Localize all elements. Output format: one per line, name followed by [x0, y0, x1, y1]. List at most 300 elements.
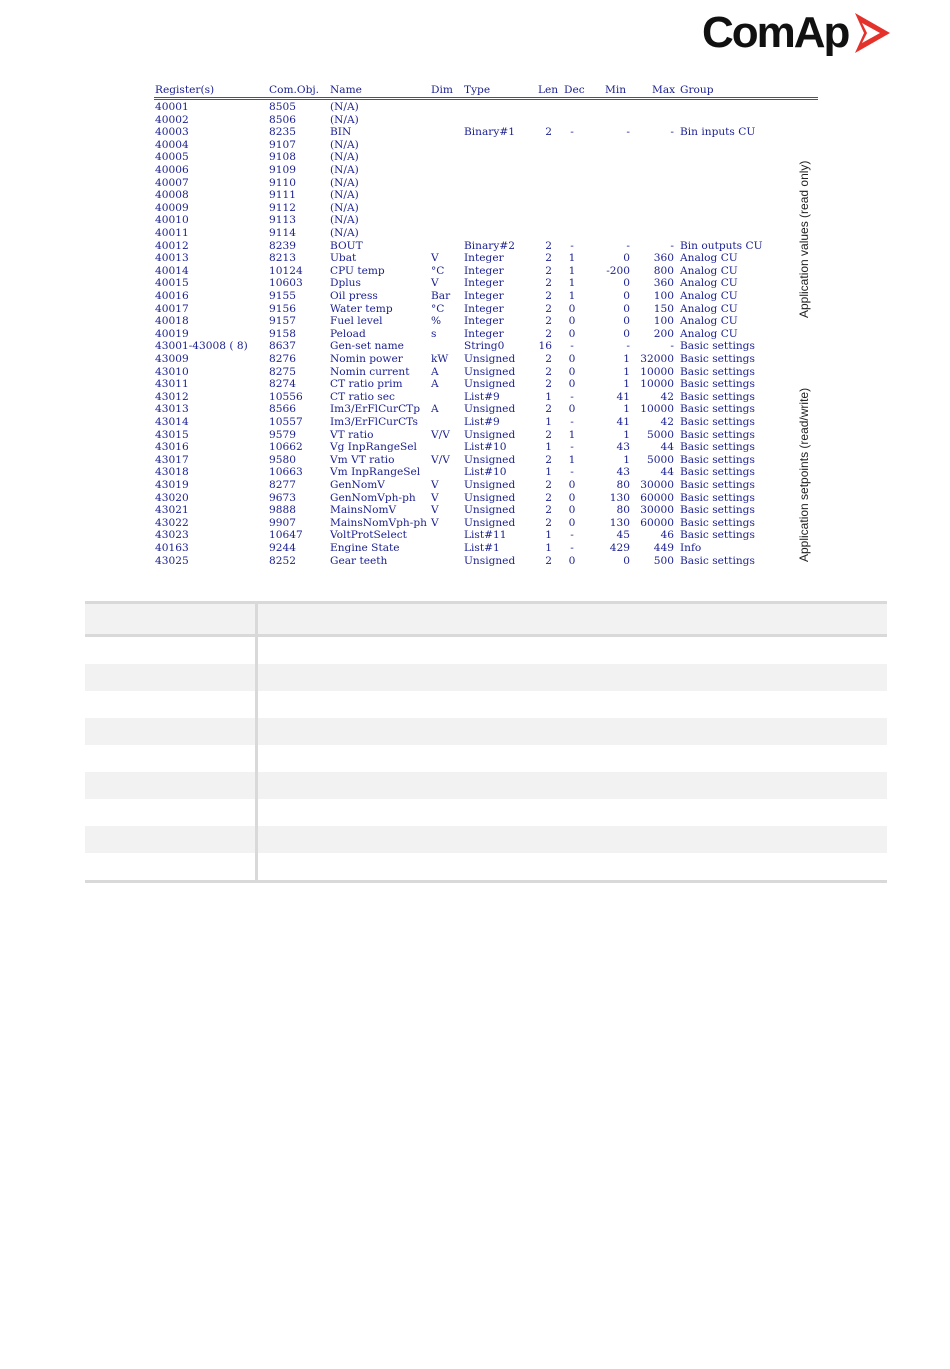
cell-group: Basic settings	[680, 504, 755, 517]
cell-name: (N/A)	[330, 201, 359, 214]
table-row	[85, 772, 887, 799]
register-row	[152, 277, 820, 290]
cell-max: 60000	[640, 516, 674, 529]
cell-group: Basic settings	[680, 340, 755, 353]
cell-name: CPU temp	[330, 264, 385, 277]
cell-type: Integer	[464, 315, 504, 328]
cell-len: 2	[545, 126, 552, 139]
cell-dim: A	[431, 365, 439, 378]
register-row	[152, 126, 820, 139]
table-cell	[257, 799, 888, 826]
table-cell	[257, 636, 888, 665]
cell-com-obj: 10663	[269, 466, 303, 479]
register-row	[152, 139, 820, 152]
table-cell	[257, 853, 888, 882]
cell-len: 1	[545, 441, 552, 454]
cell-com-obj: 8252	[269, 554, 296, 567]
cell-name: BIN	[330, 126, 352, 139]
cell-dec: 0	[568, 479, 576, 491]
cell-dim: kW	[431, 353, 449, 365]
header-rule	[154, 97, 818, 98]
cell-min: 1	[623, 428, 630, 441]
cell-name: Vm InpRangeSel	[330, 466, 421, 479]
cell-name: (N/A)	[330, 164, 359, 176]
cell-max: 360	[653, 277, 674, 290]
cell-register: 43013	[155, 403, 189, 416]
register-row	[152, 529, 820, 542]
empty-table	[85, 601, 887, 883]
header-dim: Dim	[431, 84, 453, 96]
cell-type: List#11	[464, 529, 507, 542]
cell-com-obj: 10124	[269, 264, 303, 277]
cell-register: 40001	[155, 101, 189, 113]
cell-type: List#1	[464, 542, 500, 554]
cell-name: VT ratio	[330, 428, 374, 441]
cell-group: Basic settings	[680, 554, 755, 567]
logo-arrow-icon	[852, 11, 892, 55]
cell-max: 500	[653, 554, 674, 567]
cell-com-obj: 9114	[269, 227, 296, 239]
cell-len: 2	[545, 252, 552, 265]
cell-type: Unsigned	[464, 428, 516, 441]
comap-logo	[702, 8, 907, 58]
cell-name: Ubat	[330, 252, 357, 265]
cell-com-obj: 8566	[269, 403, 296, 416]
cell-group: Analog CU	[680, 302, 738, 315]
cell-min: 43	[616, 466, 630, 479]
cell-name: Vm VT ratio	[330, 453, 395, 466]
register-row	[152, 177, 820, 190]
table-cell	[85, 853, 257, 882]
cell-max: 30000	[640, 504, 674, 517]
register-row	[152, 378, 820, 391]
table-row	[85, 826, 887, 853]
register-row	[152, 340, 820, 353]
cell-register: 40014	[155, 264, 189, 277]
register-row	[152, 227, 820, 240]
cell-max: 449	[653, 542, 674, 554]
cell-min: 80	[616, 479, 630, 491]
table-row	[85, 664, 887, 691]
register-row	[152, 265, 820, 278]
cell-name: CT ratio prim	[330, 378, 403, 391]
cell-com-obj: 9155	[269, 290, 296, 302]
cell-type: Unsigned	[464, 403, 516, 416]
table-row	[85, 691, 887, 718]
cell-com-obj: 9112	[269, 201, 296, 214]
cell-dim: s	[431, 327, 437, 340]
cell-min: 1	[623, 365, 630, 378]
cell-len: 2	[545, 491, 552, 504]
cell-min: 43	[616, 441, 630, 454]
cell-dec: 1	[568, 428, 576, 441]
cell-group: Basic settings	[680, 441, 755, 454]
register-row	[152, 441, 820, 454]
cell-type: Integer	[464, 290, 504, 302]
register-row	[152, 429, 820, 442]
header-max: Max	[652, 84, 676, 96]
cell-name: Nomin current	[330, 365, 410, 378]
cell-min: 0	[623, 554, 630, 567]
cell-com-obj: 8239	[269, 239, 296, 252]
cell-min: 1	[623, 453, 630, 466]
cell-register: 43025	[155, 554, 189, 567]
register-row	[152, 328, 820, 341]
register-row	[152, 214, 820, 227]
cell-register: 43015	[155, 428, 189, 441]
cell-min: 0	[623, 277, 630, 290]
register-row	[152, 454, 820, 467]
cell-len: 2	[545, 264, 552, 277]
cell-register: 40010	[155, 214, 189, 227]
cell-len: 2	[545, 315, 552, 328]
cell-type: Unsigned	[464, 365, 516, 378]
header-rule	[154, 99, 818, 100]
cell-com-obj: 10662	[269, 441, 303, 454]
read-write-label: Application setpoints (read/write)	[797, 387, 811, 562]
cell-group: Analog CU	[680, 264, 738, 277]
table-row	[85, 636, 887, 665]
cell-name: (N/A)	[330, 214, 359, 227]
table-cell	[85, 799, 257, 826]
cell-len: 2	[545, 239, 552, 252]
cell-register: 40002	[155, 113, 189, 126]
register-row	[152, 252, 820, 265]
cell-dec: 0	[568, 327, 576, 340]
cell-name: VoltProtSelect	[330, 529, 407, 542]
cell-dec: 0	[568, 365, 576, 378]
header-min: Min	[605, 84, 627, 96]
cell-com-obj: 9244	[269, 542, 296, 554]
cell-type: Unsigned	[464, 491, 516, 504]
cell-len: 2	[545, 302, 552, 315]
cell-dec: -	[570, 529, 574, 542]
cell-max: -	[670, 126, 674, 139]
cell-dec: -	[570, 542, 574, 554]
cell-group: Analog CU	[680, 327, 738, 340]
cell-dim: V	[431, 479, 439, 491]
register-row	[152, 366, 820, 379]
cell-len: 2	[545, 554, 552, 567]
cell-com-obj: 9158	[269, 327, 296, 340]
cell-register: 40009	[155, 201, 189, 214]
cell-com-obj: 8637	[269, 340, 296, 353]
table-row	[85, 718, 887, 745]
cell-max: 30000	[640, 479, 674, 491]
cell-dec: 0	[568, 516, 576, 529]
cell-name: Im3/ErFlCurCTs	[330, 416, 418, 428]
cell-type: Unsigned	[464, 516, 516, 529]
cell-len: 2	[545, 378, 552, 391]
table-cell	[85, 718, 257, 745]
cell-len: 2	[545, 453, 552, 466]
cell-register: 43001-43008 ( 8)	[155, 340, 248, 353]
cell-name: Gen-set name	[330, 340, 404, 353]
cell-dim: V	[431, 516, 439, 529]
register-row	[152, 240, 820, 253]
cell-len: 2	[545, 479, 552, 491]
register-row	[152, 290, 820, 303]
cell-register: 43018	[155, 466, 189, 479]
cell-dec: -	[570, 239, 574, 252]
cell-register: 43023	[155, 529, 189, 542]
cell-name: Gear teeth	[330, 554, 388, 567]
cell-register: 40163	[155, 542, 189, 554]
cell-register: 40016	[155, 290, 189, 302]
cell-dim: V	[431, 252, 439, 265]
cell-dec: 1	[568, 277, 576, 290]
cell-com-obj: 8213	[269, 252, 296, 265]
cell-min: -	[626, 126, 630, 139]
cell-name: (N/A)	[330, 101, 359, 113]
cell-dim: V	[431, 504, 439, 517]
cell-name: GenNomV	[330, 479, 385, 491]
table-cell	[257, 772, 888, 799]
read-only-label: Application values (read only)	[797, 160, 811, 318]
register-row	[152, 315, 820, 328]
cell-type: List#9	[464, 390, 500, 403]
table-cell	[85, 603, 257, 636]
cell-len: 2	[545, 516, 552, 529]
cell-com-obj: 8277	[269, 479, 296, 491]
cell-register: 43012	[155, 390, 189, 403]
cell-len: 1	[545, 529, 552, 542]
cell-register: 40017	[155, 302, 189, 315]
cell-dec: -	[570, 466, 574, 479]
cell-name: Fuel level	[330, 315, 383, 328]
cell-dec: 0	[568, 554, 576, 567]
cell-group: Analog CU	[680, 252, 738, 265]
cell-group: Analog CU	[680, 277, 738, 290]
table-cell	[257, 718, 888, 745]
cell-dim: V/V	[431, 453, 450, 466]
cell-dim: °C	[431, 302, 445, 315]
cell-len: 2	[545, 365, 552, 378]
cell-type: List#10	[464, 466, 507, 479]
header-register: Register(s)	[155, 84, 215, 96]
cell-max: 46	[660, 529, 674, 542]
cell-type: Unsigned	[464, 378, 516, 391]
cell-register: 43021	[155, 504, 189, 517]
cell-dim: V/V	[431, 428, 450, 441]
cell-max: 42	[660, 390, 674, 403]
table-row	[85, 745, 887, 772]
cell-com-obj: 8235	[269, 126, 296, 139]
cell-dec: 0	[568, 353, 576, 365]
cell-max: 60000	[640, 491, 674, 504]
cell-len: 16	[538, 340, 552, 353]
cell-com-obj: 9673	[269, 491, 296, 504]
header-com-obj: Com.Obj.	[269, 84, 320, 96]
header-dec: Dec	[564, 84, 585, 96]
table-row	[85, 853, 887, 882]
cell-type: Unsigned	[464, 453, 516, 466]
cell-type: Integer	[464, 327, 504, 340]
cell-dim: °C	[431, 264, 445, 277]
cell-max: 200	[653, 327, 674, 340]
table-cell	[85, 772, 257, 799]
cell-len: 1	[545, 466, 552, 479]
cell-type: Integer	[464, 252, 504, 265]
table-cell	[85, 664, 257, 691]
cell-max: 5000	[647, 453, 674, 466]
cell-len: 2	[545, 504, 552, 517]
cell-dec: 0	[568, 504, 576, 517]
cell-min: 0	[623, 302, 630, 315]
header-type: Type	[464, 84, 491, 96]
register-row	[152, 189, 820, 202]
cell-com-obj: 9157	[269, 315, 296, 328]
cell-name: Im3/ErFlCurCTp	[330, 403, 421, 416]
cell-com-obj: 9888	[269, 504, 296, 517]
cell-register: 40019	[155, 327, 189, 340]
cell-len: 2	[545, 428, 552, 441]
cell-type: Unsigned	[464, 353, 516, 365]
cell-group: Basic settings	[680, 491, 755, 504]
cell-max: 5000	[647, 428, 674, 441]
cell-register: 40015	[155, 277, 189, 290]
cell-dec: -	[570, 416, 574, 428]
cell-com-obj: 9579	[269, 428, 296, 441]
cell-max: 100	[653, 290, 674, 302]
cell-type: Integer	[464, 302, 504, 315]
cell-max: 360	[653, 252, 674, 265]
cell-com-obj: 9113	[269, 214, 296, 227]
cell-max: 32000	[640, 353, 674, 365]
cell-group: Basic settings	[680, 479, 755, 491]
table-cell	[257, 664, 888, 691]
cell-register: 43020	[155, 491, 189, 504]
register-row	[152, 101, 820, 114]
register-header	[152, 84, 820, 97]
cell-register: 43022	[155, 516, 189, 529]
header-group: Group	[680, 84, 714, 96]
cell-name: GenNomVph-ph	[330, 491, 416, 504]
cell-register: 40008	[155, 189, 189, 202]
cell-min: 0	[623, 252, 630, 265]
cell-group: Info	[680, 542, 702, 554]
cell-min: 130	[609, 491, 630, 504]
cell-dec: -	[570, 340, 574, 353]
cell-group: Bin outputs CU	[680, 239, 763, 252]
cell-type: List#9	[464, 416, 500, 428]
cell-com-obj: 9580	[269, 453, 296, 466]
cell-name: MainsNomV	[330, 504, 397, 517]
register-row	[152, 403, 820, 416]
table-header-row	[85, 603, 887, 636]
cell-dec: 0	[568, 315, 576, 328]
cell-name: Nomin power	[330, 353, 403, 365]
cell-min: 0	[623, 327, 630, 340]
cell-com-obj: 8505	[269, 101, 296, 113]
cell-name: Peload	[330, 327, 366, 340]
cell-dim: V	[431, 277, 439, 290]
cell-group: Analog CU	[680, 315, 738, 328]
register-row	[152, 164, 820, 177]
cell-max: 44	[660, 441, 674, 454]
cell-dec: 1	[568, 453, 576, 466]
register-row	[152, 517, 820, 530]
cell-group: Basic settings	[680, 466, 755, 479]
cell-min: 0	[623, 315, 630, 328]
cell-max: 10000	[640, 378, 674, 391]
cell-dec: 0	[568, 403, 576, 416]
table-row	[85, 799, 887, 826]
table-cell	[257, 603, 888, 636]
logo-wordmark: ComAp	[702, 8, 849, 57]
cell-dim: V	[431, 491, 439, 504]
cell-register: 40006	[155, 164, 189, 176]
cell-name: Vg InpRangeSel	[330, 441, 417, 454]
table-cell	[85, 826, 257, 853]
cell-group: Basic settings	[680, 353, 755, 365]
cell-dim: A	[431, 378, 439, 391]
cell-type: Unsigned	[464, 554, 516, 567]
cell-name: (N/A)	[330, 176, 359, 189]
cell-register: 40005	[155, 151, 189, 164]
cell-dec: 1	[568, 252, 576, 265]
cell-group: Basic settings	[680, 416, 755, 428]
cell-len: 2	[545, 353, 552, 365]
cell-dec: -	[570, 441, 574, 454]
cell-register: 40013	[155, 252, 189, 265]
register-row	[152, 466, 820, 479]
table-cell	[85, 636, 257, 665]
cell-register: 43011	[155, 378, 189, 391]
cell-len: 1	[545, 390, 552, 403]
cell-com-obj: 9107	[269, 138, 296, 151]
cell-group: Basic settings	[680, 365, 755, 378]
cell-name: BOUT	[330, 239, 363, 252]
cell-name: (N/A)	[330, 227, 359, 239]
register-row	[152, 555, 820, 568]
cell-max: -	[670, 340, 674, 353]
cell-register: 40011	[155, 227, 189, 239]
cell-dim: A	[431, 403, 439, 416]
cell-group: Bin inputs CU	[680, 126, 756, 139]
cell-com-obj: 9111	[269, 189, 296, 202]
register-row	[152, 114, 820, 127]
cell-group: Basic settings	[680, 453, 755, 466]
cell-len: 1	[545, 542, 552, 554]
cell-max: 800	[653, 264, 674, 277]
cell-type: Binary#2	[464, 239, 515, 252]
cell-name: Engine State	[330, 542, 400, 554]
cell-min: 1	[623, 378, 630, 391]
cell-min: 41	[616, 390, 630, 403]
cell-max: 150	[653, 302, 674, 315]
cell-name: MainsNomVph-ph	[330, 516, 427, 529]
cell-register: 43010	[155, 365, 189, 378]
table-cell	[257, 745, 888, 772]
cell-register: 40018	[155, 315, 189, 328]
cell-min: 429	[609, 542, 630, 554]
cell-max: 42	[660, 416, 674, 428]
cell-min: 1	[623, 353, 630, 365]
cell-max: 44	[660, 466, 674, 479]
cell-min: -	[626, 340, 630, 353]
cell-min: 45	[616, 529, 630, 542]
cell-name: Dplus	[330, 277, 361, 290]
cell-com-obj: 10647	[269, 529, 303, 542]
cell-name: (N/A)	[330, 151, 359, 164]
cell-len: 1	[545, 416, 552, 428]
cell-register: 40004	[155, 138, 189, 151]
cell-name: (N/A)	[330, 189, 359, 202]
cell-type: Unsigned	[464, 504, 516, 517]
cell-dec: 1	[568, 290, 576, 302]
register-listing	[152, 82, 842, 572]
